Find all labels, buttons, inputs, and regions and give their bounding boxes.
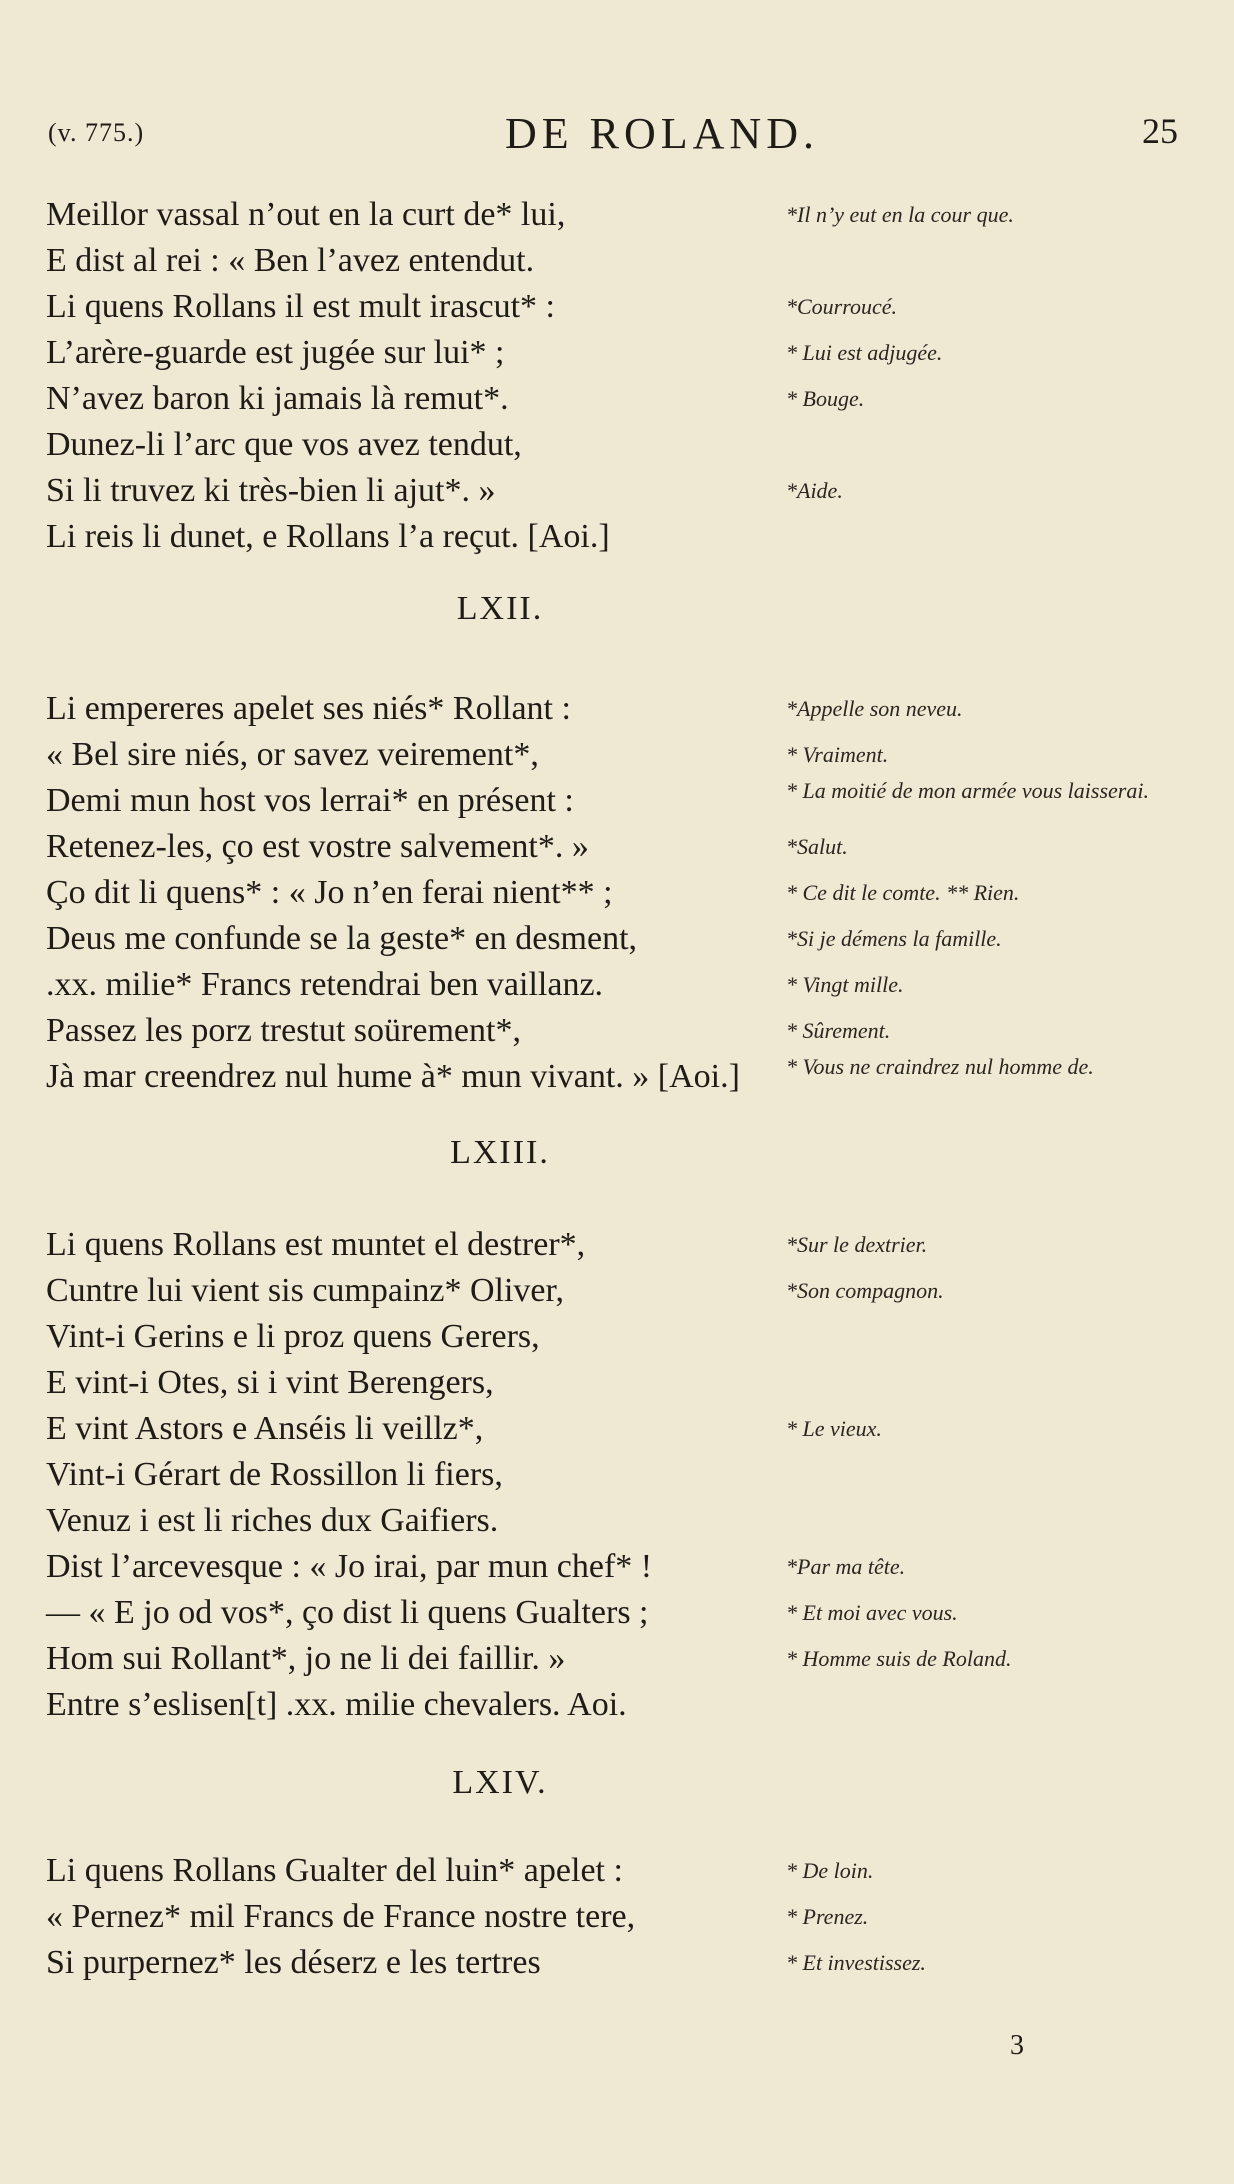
gloss-note: * Vingt mille.: [786, 972, 904, 997]
verse-line: Li reis li dunet, e Rollans l’a reçut. [Aoi.]: [46, 518, 610, 555]
verse-line: Li empereres apelet ses niés* Rollant :: [46, 690, 571, 727]
verse-line: Li quens Rollans il est mult irascut* :: [46, 288, 556, 325]
verse-row: [46, 1940, 1196, 1986]
gloss-note: *Il n’y eut en la cour que.: [786, 202, 1014, 227]
stanza-b: [46, 686, 1196, 1100]
gloss-note: *Si je démens la famille.: [786, 926, 1002, 951]
gloss-note: * La moitié de mon armée vous laisserai.: [786, 778, 1149, 803]
stanza-numeral: LXIV.: [452, 1764, 548, 1801]
verse-row: [46, 284, 1196, 330]
verse-line: Vint-i Gerins e li proz quens Gerers,: [46, 1318, 540, 1355]
verse-reference: (v. 775.): [48, 118, 145, 147]
verse-line: Si li truvez ki très-bien li ajut*. »: [46, 472, 496, 509]
verse-row: [46, 732, 1196, 778]
gloss-note: *Courroucé.: [786, 294, 898, 319]
verse-row: [46, 1406, 1196, 1452]
gloss-note: *Appelle son neveu.: [786, 696, 963, 721]
gloss-note: * Prenez.: [786, 1904, 869, 1929]
stanza-d: [46, 1848, 1196, 1986]
verse-row: [46, 1360, 1196, 1406]
stanza-a: [46, 192, 1196, 560]
page-header: [48, 108, 1186, 158]
verse-line: Cuntre lui vient sis cumpainz* Oliver,: [46, 1272, 564, 1309]
verse-line: .xx. milie* Francs retendrai ben vaillanz.: [46, 966, 604, 1003]
verse-row: [46, 916, 1196, 962]
verse-row: [46, 514, 1196, 560]
verse-row: [46, 1008, 1196, 1054]
verse-row: [46, 870, 1196, 916]
verse-row: [46, 330, 1196, 376]
gloss-note: * Sûrement.: [786, 1018, 891, 1043]
verse-row: [46, 1268, 1196, 1314]
gloss-note: *Aide.: [786, 478, 843, 503]
page-number: 25: [1142, 111, 1178, 151]
verse-line: Deus me confunde se la geste* en desment,: [46, 920, 638, 957]
gloss-note: * Homme suis de Roland.: [786, 1646, 1012, 1671]
verse-line: Jà mar creendrez nul hume à* mun vivant. » [Aoi.]: [46, 1058, 740, 1095]
verse-line: Passez les porz trestut soürement*,: [46, 1012, 521, 1049]
gloss-note: * Le vieux.: [786, 1416, 882, 1441]
verse-line: « Pernez* mil Francs de France nostre tere,: [46, 1898, 636, 1935]
verse-row: [46, 686, 1196, 732]
gloss-note: * Et moi avec vous.: [786, 1600, 958, 1625]
verse-line: Entre s’eslisen[t] .xx. milie chevalers. Aoi.: [46, 1686, 627, 1723]
verse-line: E vint-i Otes, si i vint Berengers,: [46, 1364, 494, 1401]
gloss-note: * Et investissez.: [786, 1950, 926, 1975]
verse-line: Retenez-les, ço est vostre salvement*. »: [46, 828, 589, 865]
stanza-c: [46, 1222, 1196, 1728]
verse-line: E vint Astors e Anséis li veillz*,: [46, 1410, 484, 1447]
verse-row: [46, 1452, 1196, 1498]
verse-row: [46, 824, 1196, 870]
verse-line: Li quens Rollans est muntet el destrer*,: [46, 1226, 586, 1263]
verse-row: [46, 192, 1196, 238]
verse-row: [46, 238, 1196, 284]
verse-line: Vint-i Gérart de Rossillon li fiers,: [46, 1456, 503, 1493]
verse-row: [46, 1894, 1196, 1940]
gloss-note: * De loin.: [786, 1858, 874, 1883]
gloss-note: * Lui est adjugée.: [786, 340, 943, 365]
verse-line: L’arère-guarde est jugée sur lui* ;: [46, 334, 505, 371]
gloss-note: * Vous ne craindrez nul homme de.: [786, 1054, 1094, 1079]
running-title: DE ROLAND.: [505, 109, 819, 158]
verse-row: [46, 1636, 1196, 1682]
stanza-numeral: LXIII.: [450, 1134, 550, 1171]
gloss-note: *Salut.: [786, 834, 848, 859]
verse-row: [46, 1682, 1196, 1728]
gloss-note: *Son compagnon.: [786, 1278, 944, 1303]
verse-line: Hom sui Rollant*, jo ne li dei faillir. »: [46, 1640, 566, 1677]
signature-mark: 3: [1010, 2030, 1024, 2061]
gloss-note: * Ce dit le comte. ** Rien.: [786, 880, 1020, 905]
verse-row: [46, 468, 1196, 514]
verse-row: [46, 376, 1196, 422]
verse-line: Meillor vassal n’out en la curt de* lui,: [46, 196, 566, 233]
verse-line: Li quens Rollans Gualter del luin* apelet :: [46, 1852, 623, 1889]
gloss-note: * Vraiment.: [786, 742, 889, 767]
verse-line: Ço dit li quens* : « Jo n’en ferai nient** ;: [46, 874, 613, 911]
verse-row: [46, 962, 1196, 1008]
verse-line: N’avez baron ki jamais là remut*.: [46, 380, 509, 417]
verse-row: [46, 1222, 1196, 1268]
verse-line: E dist al rei : « Ben l’avez entendut.: [46, 242, 535, 279]
verse-row: [46, 422, 1196, 468]
verse-line: Venuz i est li riches dux Gaifiers.: [46, 1502, 499, 1539]
verse-row: [46, 1054, 1196, 1100]
verse-line: — « E jo od vos*, ço dist li quens Gualters ;: [46, 1594, 649, 1631]
gloss-note: *Sur le dextrier.: [786, 1232, 928, 1257]
verse-row: [46, 1848, 1196, 1894]
verse-line: Si purpernez* les déserz e les tertres: [46, 1944, 541, 1981]
stanza-numeral: LXII.: [456, 590, 544, 627]
verse-row: [46, 1498, 1196, 1544]
verse-line: Dist l’arcevesque : « Jo irai, par mun chef* !: [46, 1548, 653, 1585]
verse-row: [46, 1314, 1196, 1360]
gloss-note: * Bouge.: [786, 386, 865, 411]
verse-row: [46, 778, 1196, 824]
verse-row: [46, 1590, 1196, 1636]
verse-row: [46, 1544, 1196, 1590]
verse-line: Dunez-li l’arc que vos avez tendut,: [46, 426, 522, 463]
verse-line: Demi mun host vos lerrai* en présent :: [46, 782, 574, 819]
gloss-note: *Par ma tête.: [786, 1554, 906, 1579]
verse-line: « Bel sire niés, or savez veirement*,: [46, 736, 539, 773]
